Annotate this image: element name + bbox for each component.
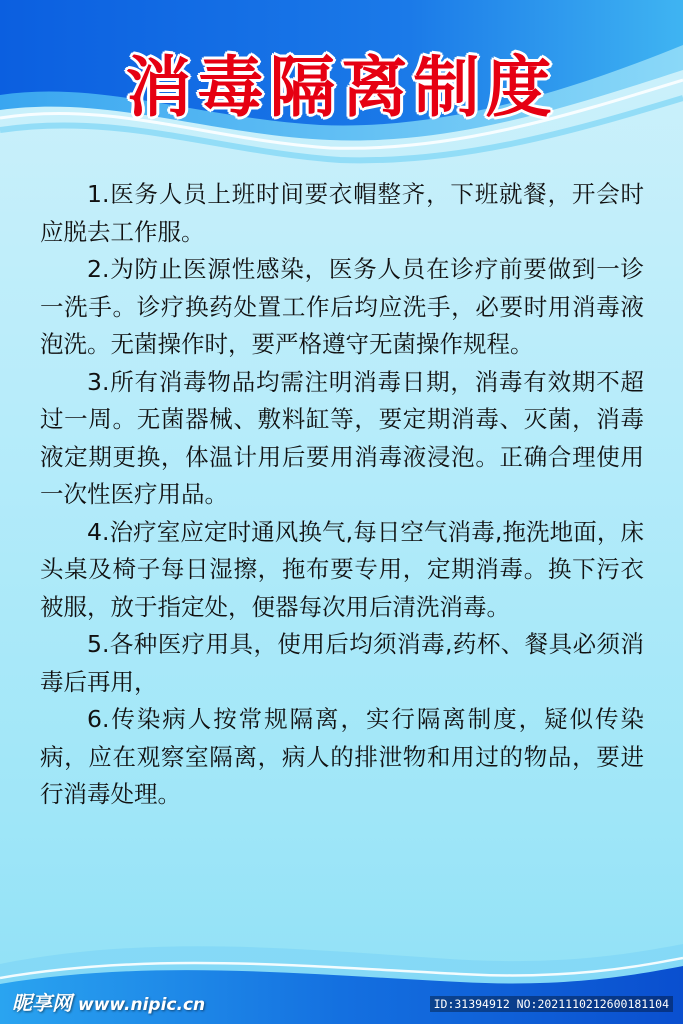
watermark-brand: 昵享网	[12, 991, 72, 1015]
regulation-item-2: 2.为防止医源性感染，医务人员在诊疗前要做到一诊一洗手。诊疗换药处置工作后均应洗手，必要时用消毒液泡洗。无菌操作时，要严格遵守无菌操作规程。	[40, 255, 644, 358]
regulation-item-4: 4.治疗室应定时通风换气,每日空气消毒,拖洗地面，床头桌及椅子每日湿擦，拖布要专用，定期消毒。换下污衣被服，放于指定处，便器每次用后清洗消毒。	[40, 517, 644, 621]
regulation-item-1: 1.医务人员上班时间要衣帽整齐，下班就餐，开会时应脱去工作服。	[40, 180, 644, 246]
regulation-item-3: 3.所有消毒物品均需注明消毒日期，消毒有效期不超过一周。无菌器械、敷料缸等，要定期消毒、灭菌，消毒液定期更换，体温计用后要用消毒液浸泡。正确合理使用一次性医疗用品。	[40, 367, 644, 508]
watermark-id: ID:31394912 NO:20211102126001811​04	[430, 996, 673, 1012]
regulation-item-6: 6.传染病人按常规隔离，实行隔离制度，疑似传染病，应在观察室隔离，病人的排泄物和用过的物品，要进行消毒处理。	[40, 705, 644, 808]
regulation-item-5: 5.各种医疗用具，使用后均须消毒,药杯、餐具必须消毒后再用，	[40, 630, 644, 696]
regulation-list	[40, 176, 644, 814]
page-title: 消毒隔离制度	[125, 49, 558, 126]
watermark-logo	[12, 987, 205, 1016]
watermark-site: www.nipic.cn	[78, 995, 206, 1015]
